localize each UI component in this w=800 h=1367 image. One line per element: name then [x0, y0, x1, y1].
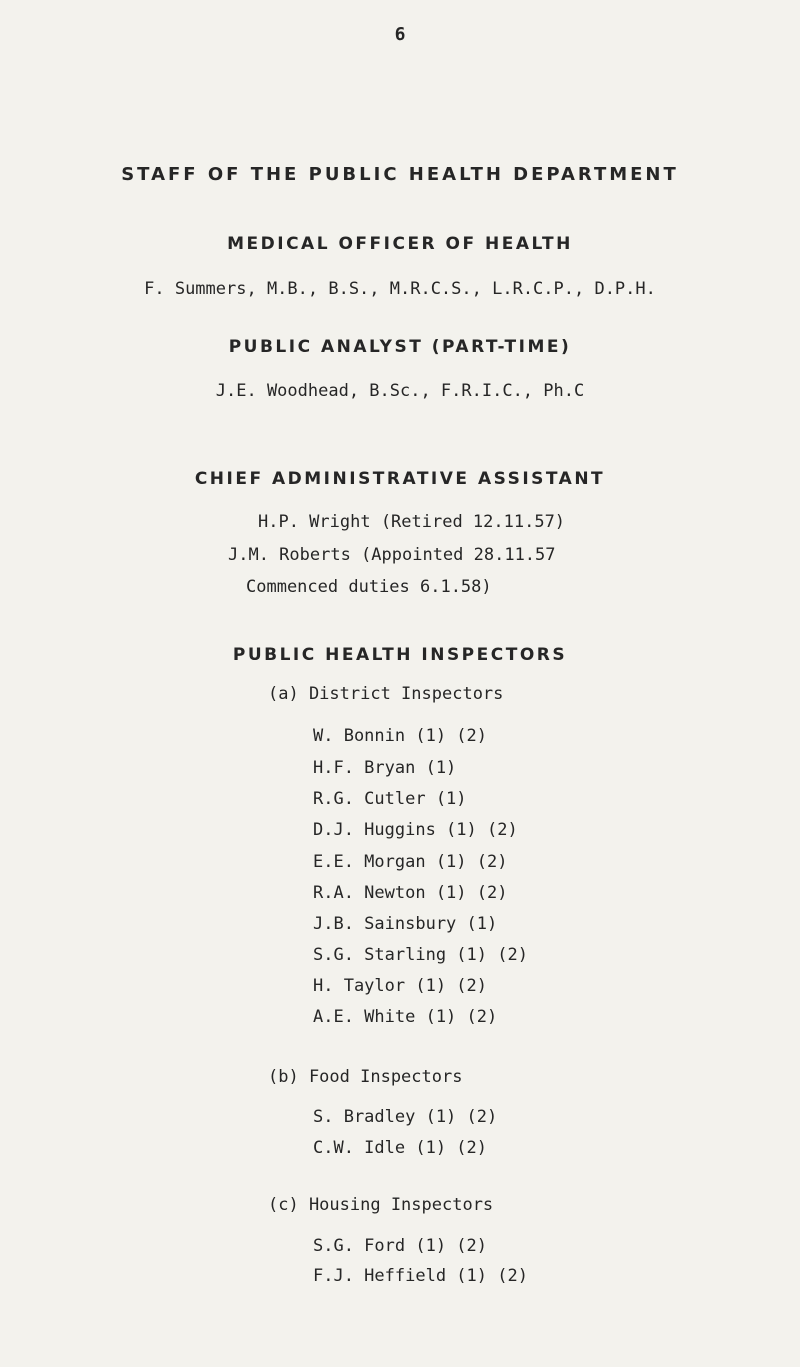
admin-heading: CHIEF ADMINISTRATIVE ASSISTANT: [194, 469, 606, 489]
list-item: S. Bradley (1) (2): [313, 1107, 498, 1127]
list-item: D.J. Huggins (1) (2): [313, 820, 518, 840]
moh-name: F. Summers, M.B., B.S., M.R.C.S., L.R.C.P., D.P.H.: [144, 279, 656, 299]
list-item: S.G. Ford (1) (2): [313, 1236, 487, 1256]
food-label: (b) Food Inspectors: [268, 1067, 463, 1087]
list-item: R.A. Newton (1) (2): [313, 883, 508, 903]
district-label: (a) District Inspectors: [268, 684, 504, 704]
admin-line: J.M. Roberts (Appointed 28.11.57: [228, 545, 556, 565]
analyst-name: J.E. Woodhead, B.Sc., F.R.I.C., Ph.C: [215, 381, 585, 401]
list-item: R.G. Cutler (1): [313, 789, 467, 809]
moh-heading: MEDICAL OFFICER OF HEALTH: [227, 234, 573, 254]
list-item: A.E. White (1) (2): [313, 1007, 498, 1027]
list-item: C.W. Idle (1) (2): [313, 1138, 487, 1158]
admin-line: H.P. Wright (Retired 12.11.57): [258, 512, 566, 532]
list-item: W. Bonnin (1) (2): [313, 726, 487, 746]
list-item: F.J. Heffield (1) (2): [313, 1266, 528, 1286]
list-item: S.G. Starling (1) (2): [313, 945, 528, 965]
inspectors-heading: PUBLIC HEALTH INSPECTORS: [232, 645, 568, 665]
list-item: H.F. Bryan (1): [313, 758, 457, 778]
list-item: E.E. Morgan (1) (2): [313, 852, 508, 872]
page-number: 6: [394, 24, 406, 45]
page-title: STAFF OF THE PUBLIC HEALTH DEPARTMENT: [121, 164, 679, 185]
analyst-heading: PUBLIC ANALYST (PART-TIME): [228, 337, 572, 357]
list-item: H. Taylor (1) (2): [313, 976, 487, 996]
admin-line: Commenced duties 6.1.58): [246, 577, 492, 597]
housing-label: (c) Housing Inspectors: [268, 1195, 494, 1215]
list-item: J.B. Sainsbury (1): [313, 914, 498, 934]
